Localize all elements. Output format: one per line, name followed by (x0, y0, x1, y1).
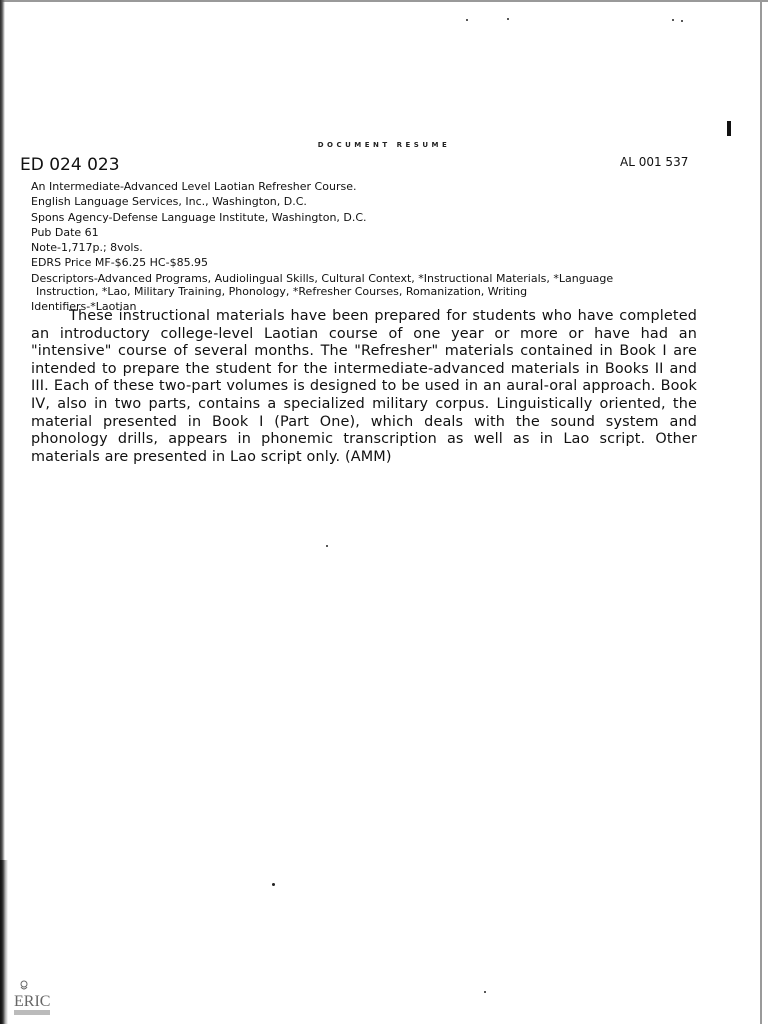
descriptors-continuation-line: Instruction, *Lao, Military Training, Phonology, *Refresher Courses, Romanization, Writing (36, 285, 528, 299)
scan-edge-right (760, 0, 762, 1024)
scan-speck (326, 545, 328, 547)
title-line: An Intermediate-Advanced Level Laotian Refresher Course. (31, 180, 357, 193)
scan-speck (681, 20, 683, 22)
ed-number: ED 024 023 (20, 155, 120, 175)
identifiers-line: Identifiers-*Laotian (31, 300, 137, 314)
scan-speck (272, 883, 275, 886)
edrs-price-line: EDRS Price MF-$6.25 HC-$85.95 (31, 256, 209, 270)
scan-speck (507, 18, 509, 20)
sponsoring-agency-line: Spons Agency-Defense Language Institute, Washington, D.C. (31, 210, 367, 224)
eric-logo-icon (12, 980, 54, 1018)
margin-mark (727, 121, 731, 136)
scan-speck (672, 19, 674, 21)
abstract-paragraph: These instructional materials have been prepared for students who have completed an introductory college-level Laotian course of one year or more or have had an "intensive" course of several months. The "Refresher" materials contained in Book I are intended to prepare the student for the intermediate-advanced materials in Books II and III. Each of these two-part volumes is designed to be used in an aural-oral approach. Book IV, also in two parts, contains a specialized military corpus. Linguistically oriented, the material presented in Book I (Part One), which deals with the sound system and phonology drills, appears in phonemic transcription as well as in Lao script. Other materials are presented in Lao script only. (AMM) (31, 308, 697, 465)
scan-speck (484, 991, 486, 993)
eric-logo-text: ERIC (14, 993, 51, 1010)
eric-logo (12, 980, 54, 1018)
descriptors-line: Descriptors-Advanced Programs, Audiolingual Skills, Cultural Context, *Instructional Materials, *Language (31, 271, 614, 285)
scan-edge-top (0, 0, 768, 2)
scan-edge-left-shadow (0, 860, 8, 1024)
bibliographic-metadata (31, 179, 711, 315)
scan-speck (466, 19, 468, 21)
note-line: Note-1,717p.; 8vols. (31, 241, 143, 255)
clearinghouse-number: AL 001 537 (620, 155, 689, 169)
document-header: DOCUMENT RESUME (317, 141, 451, 149)
pub-date-line: Pub Date 61 (31, 225, 99, 239)
institution-line: English Language Services, Inc., Washington, D.C. (31, 195, 307, 209)
